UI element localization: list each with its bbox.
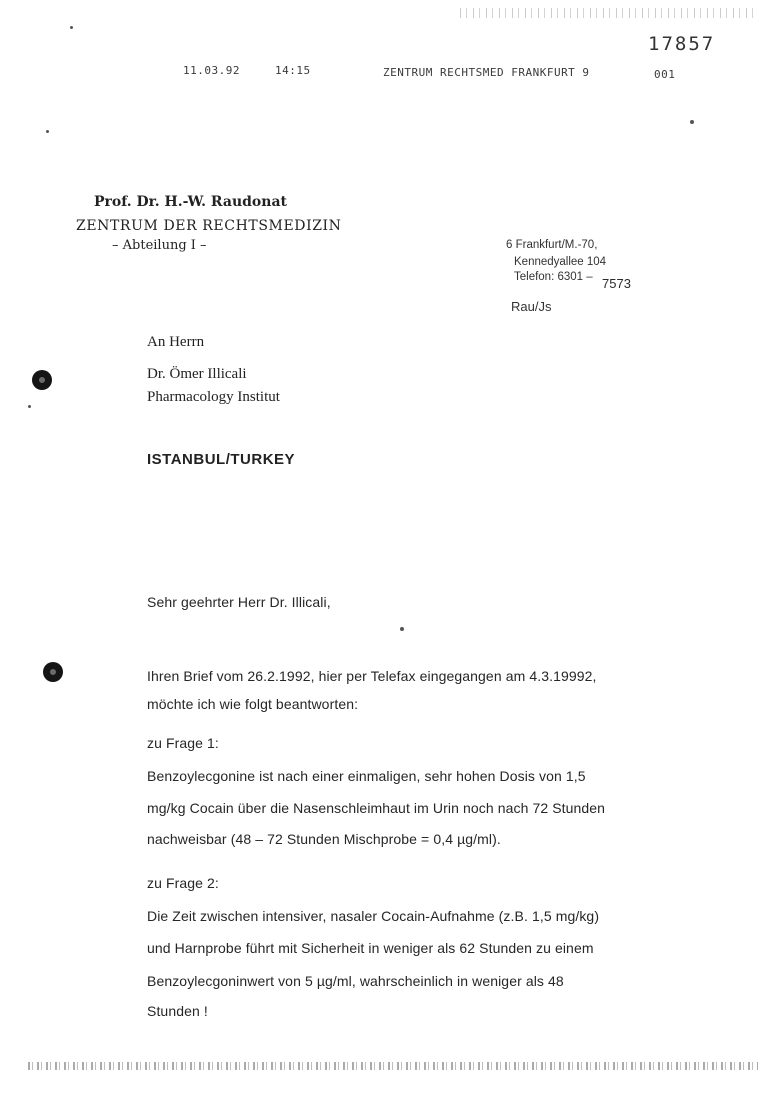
intro-line-1: Ihren Brief vom 26.2.1992, hier per Telefax eingegangen am 4.3.19992, bbox=[147, 668, 597, 684]
question-2-line-3: Benzoylecgoninwert von 5 µg/ml, wahrscheinlich in weniger als 48 bbox=[147, 973, 564, 989]
sender-name: Prof. Dr. H.-W. Raudonat bbox=[94, 194, 287, 210]
scan-noise-top bbox=[460, 8, 755, 18]
question-1-line-3: nachweisbar (48 – 72 Stunden Mischprobe = 0,4 µg/ml). bbox=[147, 831, 501, 847]
question-1-heading: zu Frage 1: bbox=[147, 735, 219, 751]
question-2-line-1: Die Zeit zwischen intensiver, nasaler Cocain-Aufnahme (z.B. 1,5 mg/kg) bbox=[147, 908, 600, 924]
recipient-salutation: An Herrn bbox=[147, 334, 205, 350]
fax-page-code: 001 bbox=[654, 68, 676, 81]
hole-punch bbox=[32, 370, 52, 390]
recipient-name: Dr. Ömer Illicali bbox=[147, 366, 247, 382]
reference-code: Rau/Js bbox=[511, 299, 552, 314]
recipient-institute: Pharmacology Institut bbox=[147, 389, 280, 405]
scan-speck bbox=[400, 627, 404, 631]
question-2-line-4: Stunden ! bbox=[147, 1003, 208, 1019]
scan-speck bbox=[28, 405, 31, 408]
scan-speck bbox=[46, 130, 49, 133]
question-1-line-1: Benzoylecgonine ist nach einer einmaligen, sehr hohen Dosis von 1,5 bbox=[147, 768, 586, 784]
question-2-heading: zu Frage 2: bbox=[147, 875, 219, 891]
phone-extension: 7573 bbox=[602, 276, 631, 291]
intro-line-2: möchte ich wie folgt beantworten: bbox=[147, 696, 359, 712]
sender-phone: Telefon: 6301 – bbox=[514, 271, 593, 283]
sender-department: – Abteilung I – bbox=[112, 238, 207, 253]
sender-city: 6 Frankfurt/M.-70, bbox=[506, 239, 598, 251]
question-1-line-2: mg/kg Cocain über die Nasenschleimhaut im Urin noch nach 72 Stunden bbox=[147, 800, 606, 816]
sender-street: Kennedyallee 104 bbox=[514, 256, 607, 268]
sender-institution: ZENTRUM DER RECHTSMEDIZIN bbox=[76, 218, 342, 234]
document-number: 17857 bbox=[648, 33, 716, 55]
scan-noise-bottom bbox=[28, 1062, 758, 1070]
recipient-city: ISTANBUL/TURKEY bbox=[147, 451, 296, 468]
hole-punch bbox=[43, 662, 63, 682]
scan-speck bbox=[70, 26, 73, 29]
question-2-line-2: und Harnprobe führt mit Sicherheit in weniger als 62 Stunden zu einem bbox=[147, 940, 594, 956]
fax-sender-line: ZENTRUM RECHTSMED FRANKFURT 9 bbox=[383, 66, 590, 79]
scan-speck bbox=[690, 120, 694, 124]
fax-time: 14:15 bbox=[275, 64, 311, 77]
fax-date: 11.03.92 bbox=[183, 64, 240, 77]
greeting: Sehr geehrter Herr Dr. Illicali, bbox=[147, 594, 331, 610]
